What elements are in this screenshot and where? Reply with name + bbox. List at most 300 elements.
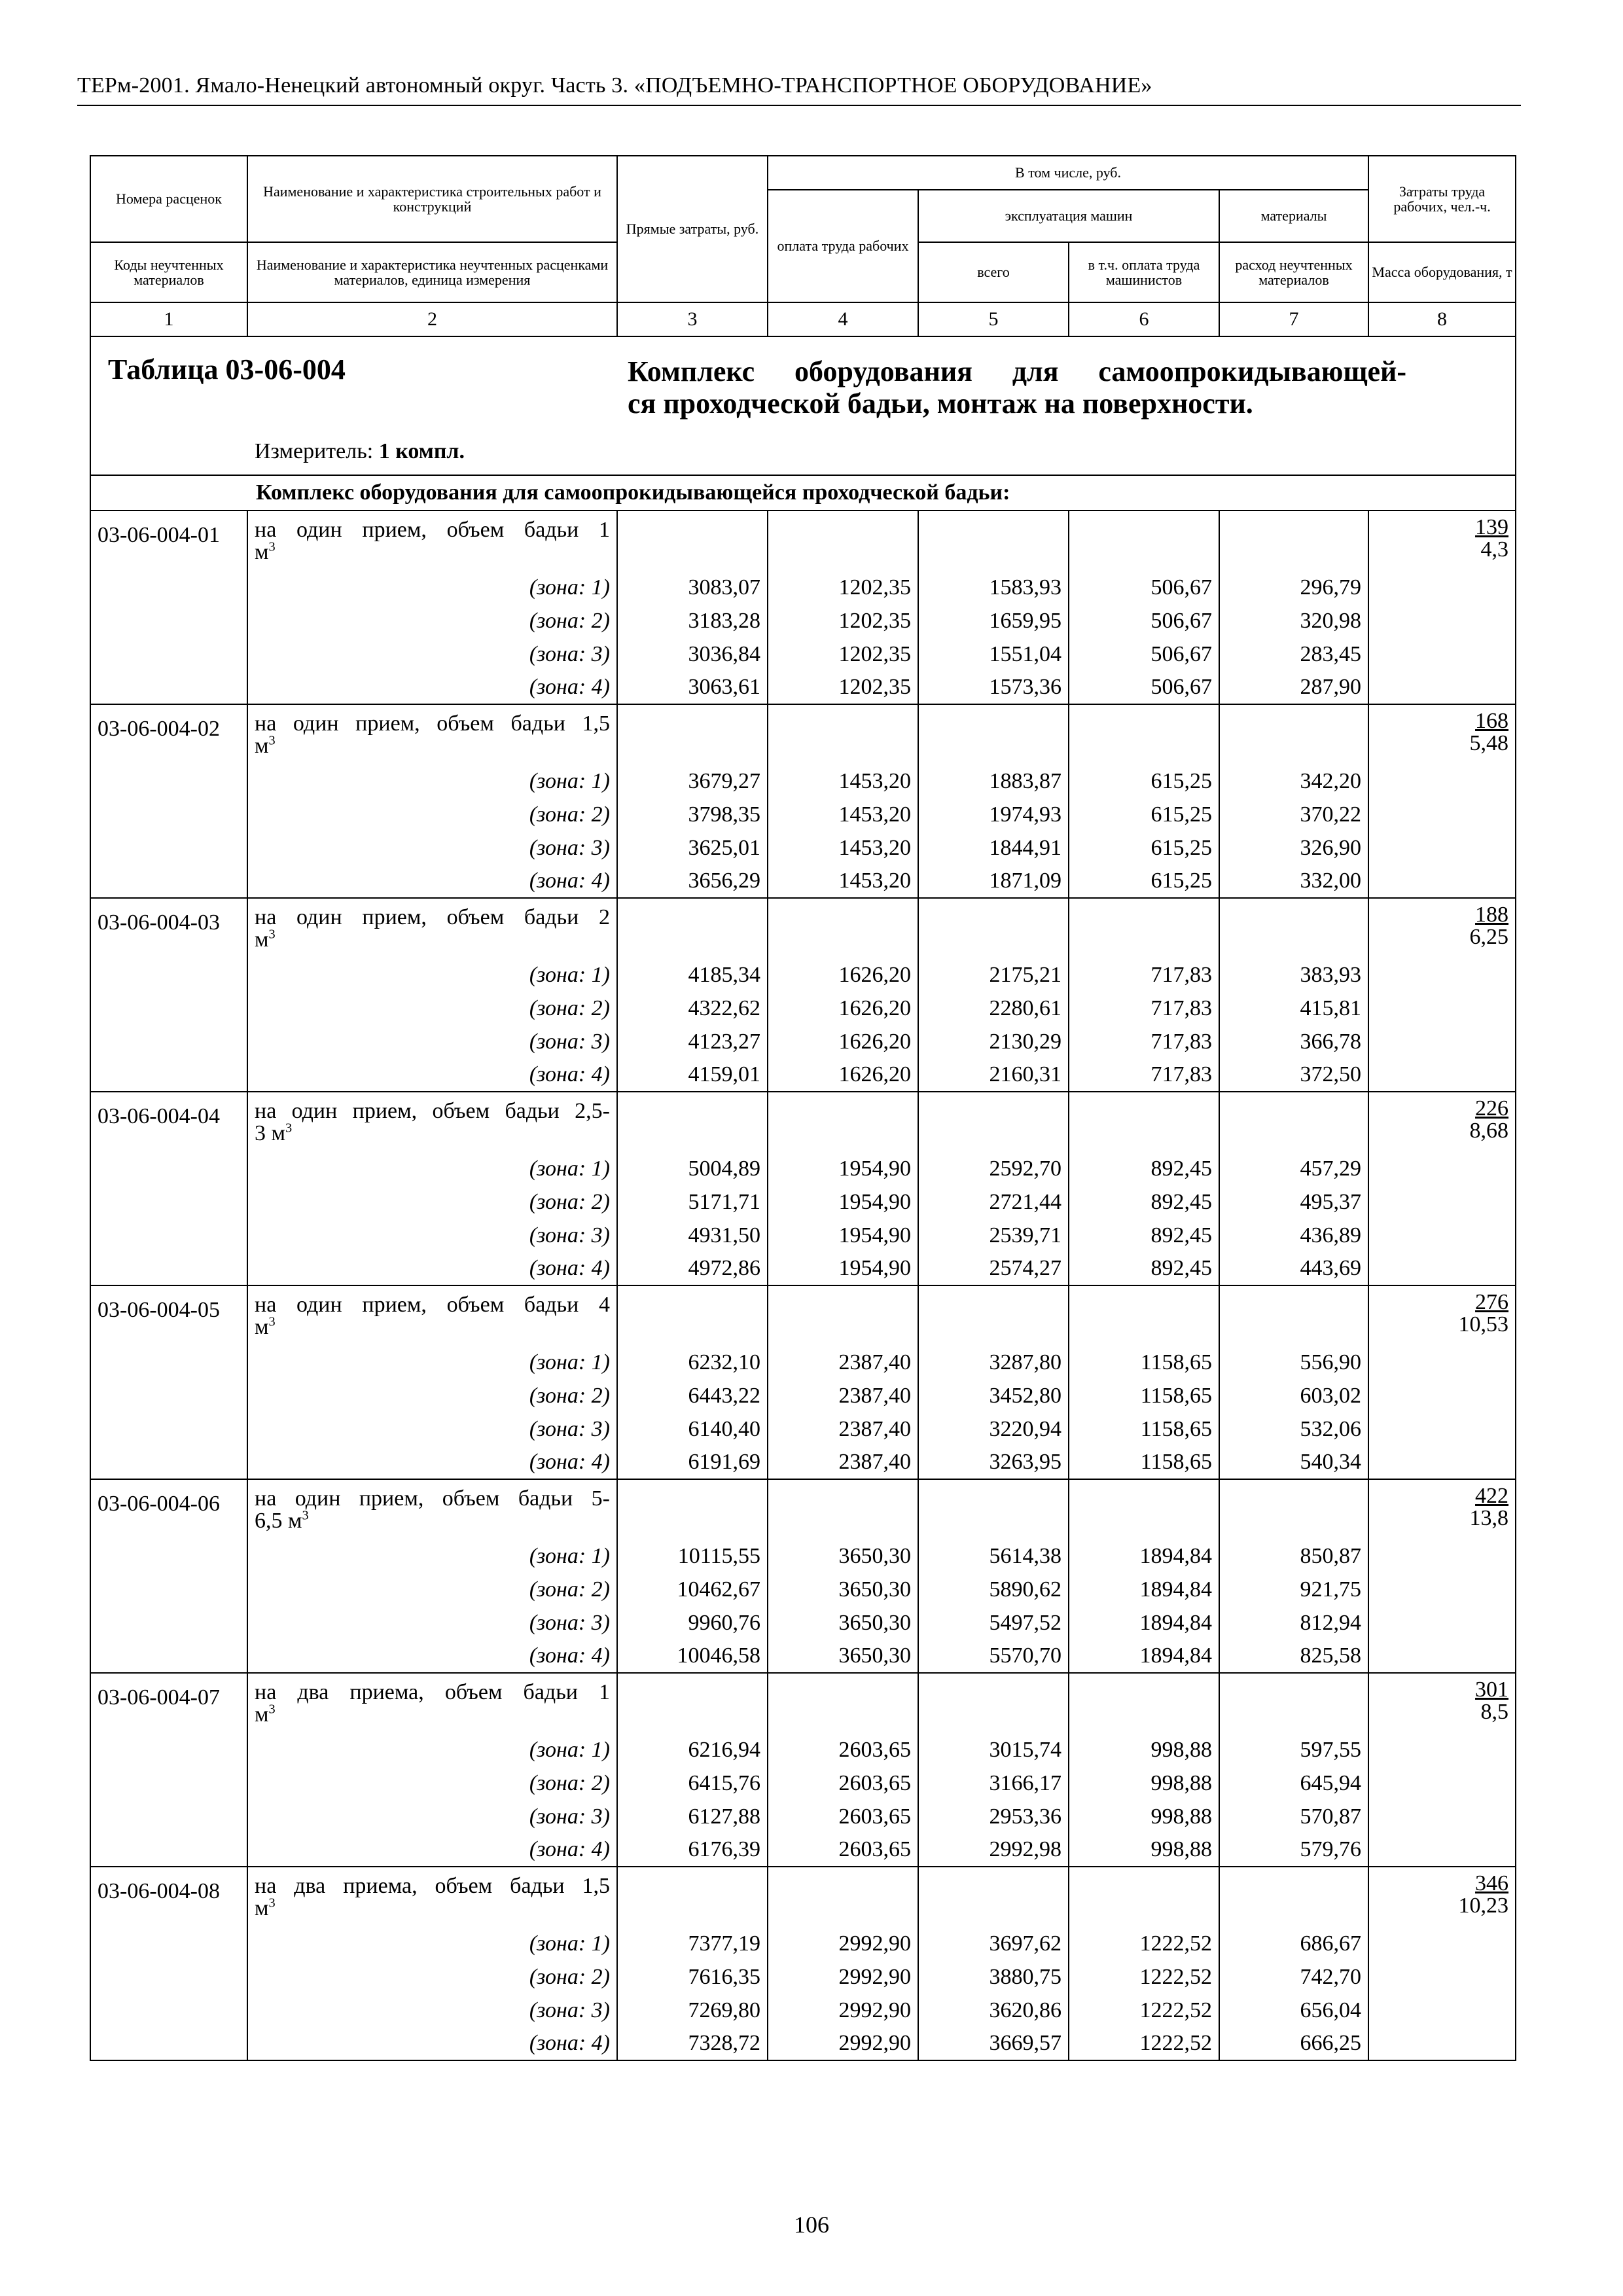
value-machines: 1883,87 xyxy=(918,764,1069,798)
value-materials: 495,37 xyxy=(1219,1185,1368,1219)
empty-cell xyxy=(90,958,247,992)
empty-cell xyxy=(768,1285,918,1346)
zone-label: (зона: 2) xyxy=(247,992,617,1025)
value-operators: 998,88 xyxy=(1069,1733,1219,1767)
empty-cell xyxy=(768,704,918,764)
empty-cell xyxy=(1368,1833,1516,1867)
empty-cell xyxy=(1368,1346,1516,1379)
value-materials: 742,70 xyxy=(1219,1960,1368,1994)
column-number: 5 xyxy=(918,302,1069,336)
value-machines: 2721,44 xyxy=(918,1185,1069,1219)
value-materials: 850,87 xyxy=(1219,1539,1368,1573)
value-operators: 1222,52 xyxy=(1069,2027,1219,2060)
value-operators: 717,83 xyxy=(1069,992,1219,1025)
zone-row xyxy=(90,1640,1516,1673)
empty-cell xyxy=(90,1252,247,1285)
zone-label: (зона: 4) xyxy=(247,1833,617,1867)
value-machines: 2175,21 xyxy=(918,958,1069,992)
value-materials: 326,90 xyxy=(1219,831,1368,865)
value-materials: 296,79 xyxy=(1219,571,1368,604)
empty-cell xyxy=(90,1379,247,1412)
empty-cell xyxy=(918,1479,1069,1539)
column-number: 2 xyxy=(247,302,617,336)
table-name xyxy=(628,355,1406,420)
value-materials: 443,69 xyxy=(1219,1252,1368,1285)
value-operators: 1158,65 xyxy=(1069,1346,1219,1379)
rate-row xyxy=(90,1867,1516,1927)
value-direct: 4931,50 xyxy=(617,1219,768,1252)
value-wages: 2603,65 xyxy=(768,1733,918,1767)
empty-cell xyxy=(617,1285,768,1346)
empty-cell xyxy=(90,1800,247,1833)
header-group: В том числе, руб. xyxy=(768,156,1368,190)
zone-label: (зона: 4) xyxy=(247,1252,617,1285)
header-machines: эксплуатация машин xyxy=(918,190,1219,242)
value-direct: 3656,29 xyxy=(617,865,768,898)
labor-mass-cell xyxy=(1368,1285,1516,1346)
value-operators: 506,67 xyxy=(1069,571,1219,604)
empty-cell xyxy=(617,511,768,571)
rate-code: 03-06-004-01 xyxy=(90,511,247,571)
labor-mass-cell xyxy=(1368,898,1516,958)
header-col6: в т.ч. оплата труда машинистов xyxy=(1069,242,1219,302)
description-line1: на один прием, объем бадьи 2 xyxy=(255,905,610,929)
empty-cell xyxy=(90,671,247,704)
zone-label: (зона: 1) xyxy=(247,571,617,604)
value-machines: 3620,86 xyxy=(918,1994,1069,2027)
description-line2 xyxy=(255,1897,610,1920)
empty-cell xyxy=(1219,1867,1368,1927)
value-operators: 506,67 xyxy=(1069,671,1219,704)
rate-description xyxy=(247,1867,617,1927)
value-wages: 3650,30 xyxy=(768,1640,918,1673)
rate-row xyxy=(90,898,1516,958)
empty-cell xyxy=(90,604,247,637)
labor-cost: 139 xyxy=(1475,515,1509,539)
empty-cell xyxy=(1219,1479,1368,1539)
zone-label: (зона: 1) xyxy=(247,1733,617,1767)
value-materials: 332,00 xyxy=(1219,865,1368,898)
empty-cell xyxy=(918,898,1069,958)
running-header: ТЕРм-2001. Ямало-Ненецкий автономный округ. Часть 3. «ПОДЪЕМНО-ТРАНСПОРТНОЕ ОБОРУДОВАНИЕ» xyxy=(77,73,1152,98)
value-machines: 2539,71 xyxy=(918,1219,1069,1252)
empty-cell xyxy=(1368,1640,1516,1673)
rate-description xyxy=(247,1285,617,1346)
labor-mass-cell xyxy=(1368,1673,1516,1733)
table-name-line1: Комплекс оборудования для самоопрокидывающей- xyxy=(628,355,1406,387)
value-direct: 6140,40 xyxy=(617,1412,768,1446)
empty-cell xyxy=(1368,1152,1516,1185)
value-wages: 2387,40 xyxy=(768,1346,918,1379)
zone-row xyxy=(90,865,1516,898)
zone-row xyxy=(90,764,1516,798)
empty-cell xyxy=(90,1346,247,1379)
value-machines: 3015,74 xyxy=(918,1733,1069,1767)
value-wages: 3650,30 xyxy=(768,1539,918,1573)
empty-cell xyxy=(90,764,247,798)
zone-row xyxy=(90,604,1516,637)
zone-label: (зона: 3) xyxy=(247,1219,617,1252)
description-unit: 6,5 м xyxy=(255,1508,302,1533)
rate-code: 03-06-004-04 xyxy=(90,1092,247,1152)
zone-row xyxy=(90,831,1516,865)
value-direct: 10462,67 xyxy=(617,1573,768,1606)
value-direct: 4123,27 xyxy=(617,1025,768,1058)
description-line2 xyxy=(255,929,610,951)
header-col3: Прямые затраты, руб. xyxy=(617,156,768,302)
rate-code: 03-06-004-02 xyxy=(90,704,247,764)
value-wages: 1954,90 xyxy=(768,1252,918,1285)
value-wages: 1202,35 xyxy=(768,637,918,671)
empty-cell xyxy=(1368,1219,1516,1252)
table-title-row xyxy=(90,336,1516,475)
value-operators: 615,25 xyxy=(1069,798,1219,831)
value-wages: 3650,30 xyxy=(768,1606,918,1640)
header-col8-top: Затраты труда рабочих, чел.-ч. xyxy=(1368,156,1516,242)
value-operators: 1894,84 xyxy=(1069,1606,1219,1640)
header-col1-top: Номера расценок xyxy=(90,156,247,242)
equipment-mass: 4,3 xyxy=(1480,537,1509,562)
value-machines: 2160,31 xyxy=(918,1058,1069,1092)
description-unit: 3 м xyxy=(255,1121,286,1145)
value-operators: 892,45 xyxy=(1069,1152,1219,1185)
zone-label: (зона: 1) xyxy=(247,1927,617,1960)
empty-cell xyxy=(1069,1867,1219,1927)
description-line1: на два приема, объем бадьи 1 xyxy=(255,1679,610,1704)
description-unit-power: 3 xyxy=(268,1314,276,1329)
empty-cell xyxy=(617,1092,768,1152)
value-direct: 4322,62 xyxy=(617,992,768,1025)
rate-description xyxy=(247,704,617,764)
value-direct: 7328,72 xyxy=(617,2027,768,2060)
table-name-line2: ся проходческой бадьи, монтаж на поверхности. xyxy=(628,387,1253,420)
zone-row xyxy=(90,1833,1516,1867)
description-unit-power: 3 xyxy=(268,539,276,554)
value-wages: 2992,90 xyxy=(768,2027,918,2060)
empty-cell xyxy=(1069,1285,1219,1346)
value-machines: 5497,52 xyxy=(918,1606,1069,1640)
empty-cell xyxy=(90,1733,247,1767)
zone-row xyxy=(90,1994,1516,2027)
description-line2 xyxy=(255,541,610,564)
description-line2 xyxy=(255,1316,610,1338)
empty-cell xyxy=(918,1867,1069,1927)
empty-cell xyxy=(1368,865,1516,898)
empty-cell xyxy=(1368,1733,1516,1767)
value-direct: 3798,35 xyxy=(617,798,768,831)
value-operators: 1222,52 xyxy=(1069,1927,1219,1960)
empty-cell xyxy=(1368,764,1516,798)
header-col1-bottom: Коды неучтенных материалов xyxy=(90,242,247,302)
description-unit: м xyxy=(255,539,269,564)
zone-label: (зона: 4) xyxy=(247,2027,617,2060)
measure xyxy=(255,440,465,463)
value-direct: 3083,07 xyxy=(617,571,768,604)
section-title: Комплекс оборудования для самоопрокидывающейся проходческой бадьи: xyxy=(90,475,1516,511)
value-materials: 579,76 xyxy=(1219,1833,1368,1867)
rate-description xyxy=(247,1092,617,1152)
value-operators: 1894,84 xyxy=(1069,1539,1219,1573)
empty-cell xyxy=(768,1092,918,1152)
value-operators: 998,88 xyxy=(1069,1800,1219,1833)
value-direct: 3036,84 xyxy=(617,637,768,671)
rate-row xyxy=(90,1673,1516,1733)
zone-label: (зона: 2) xyxy=(247,604,617,637)
empty-cell xyxy=(1219,898,1368,958)
value-direct: 7616,35 xyxy=(617,1960,768,1994)
zone-row xyxy=(90,1252,1516,1285)
zone-row xyxy=(90,1025,1516,1058)
value-wages: 1453,20 xyxy=(768,865,918,898)
zone-row xyxy=(90,1058,1516,1092)
value-wages: 1954,90 xyxy=(768,1152,918,1185)
empty-cell xyxy=(1069,1673,1219,1733)
empty-cell xyxy=(90,571,247,604)
empty-cell xyxy=(918,1673,1069,1733)
equipment-mass: 8,68 xyxy=(1469,1119,1509,1143)
value-machines: 5890,62 xyxy=(918,1573,1069,1606)
value-machines: 3697,62 xyxy=(918,1927,1069,1960)
zone-row xyxy=(90,671,1516,704)
rate-description xyxy=(247,1479,617,1539)
column-number: 6 xyxy=(1069,302,1219,336)
value-operators: 998,88 xyxy=(1069,1767,1219,1800)
value-operators: 892,45 xyxy=(1069,1219,1219,1252)
value-materials: 532,06 xyxy=(1219,1412,1368,1446)
value-materials: 645,94 xyxy=(1219,1767,1368,1800)
value-direct: 5004,89 xyxy=(617,1152,768,1185)
description-unit-power: 3 xyxy=(268,927,276,942)
zone-row xyxy=(90,2027,1516,2060)
empty-cell xyxy=(918,1285,1069,1346)
labor-cost: 168 xyxy=(1475,709,1509,733)
description-line2 xyxy=(255,735,610,757)
value-operators: 615,25 xyxy=(1069,831,1219,865)
empty-cell xyxy=(1368,1606,1516,1640)
description-line1: на один прием, объем бадьи 4 xyxy=(255,1292,610,1317)
value-machines: 3669,57 xyxy=(918,2027,1069,2060)
empty-cell xyxy=(918,704,1069,764)
empty-cell xyxy=(1368,1927,1516,1960)
empty-cell xyxy=(1368,1025,1516,1058)
value-machines: 1659,95 xyxy=(918,604,1069,637)
zone-row xyxy=(90,1152,1516,1185)
value-direct: 10115,55 xyxy=(617,1539,768,1573)
equipment-mass: 10,53 xyxy=(1458,1312,1509,1336)
value-wages: 1626,20 xyxy=(768,958,918,992)
empty-cell xyxy=(1368,1058,1516,1092)
description-line2 xyxy=(255,1510,610,1532)
rates-table xyxy=(90,155,1516,2061)
empty-cell xyxy=(1069,1479,1219,1539)
value-machines: 2280,61 xyxy=(918,992,1069,1025)
empty-cell xyxy=(90,1927,247,1960)
value-direct: 6443,22 xyxy=(617,1379,768,1412)
value-machines: 3220,94 xyxy=(918,1412,1069,1446)
empty-cell xyxy=(1368,671,1516,704)
rate-code: 03-06-004-03 xyxy=(90,898,247,958)
header-col7: расход неучтенных материалов xyxy=(1219,242,1368,302)
value-wages: 1626,20 xyxy=(768,1058,918,1092)
value-wages: 2992,90 xyxy=(768,1927,918,1960)
labor-mass-cell xyxy=(1368,1092,1516,1152)
header-col4: оплата труда рабочих xyxy=(768,190,918,302)
empty-cell xyxy=(1219,704,1368,764)
rate-code: 03-06-004-08 xyxy=(90,1867,247,1927)
description-line1: на два приема, объем бадьи 1,5 xyxy=(255,1873,610,1898)
zone-label: (зона: 4) xyxy=(247,671,617,704)
value-direct: 6216,94 xyxy=(617,1733,768,1767)
value-wages: 2387,40 xyxy=(768,1412,918,1446)
labor-mass-cell xyxy=(1368,1867,1516,1927)
zone-row xyxy=(90,1800,1516,1833)
zone-row xyxy=(90,1379,1516,1412)
zone-row xyxy=(90,1960,1516,1994)
empty-cell xyxy=(1368,1185,1516,1219)
value-materials: 415,81 xyxy=(1219,992,1368,1025)
rate-code: 03-06-004-05 xyxy=(90,1285,247,1346)
value-direct: 3183,28 xyxy=(617,604,768,637)
empty-cell xyxy=(768,898,918,958)
equipment-mass: 8,5 xyxy=(1480,1700,1509,1724)
zone-label: (зона: 2) xyxy=(247,1573,617,1606)
zone-row xyxy=(90,1185,1516,1219)
description-unit-power: 3 xyxy=(268,1895,276,1910)
rate-row xyxy=(90,1479,1516,1539)
value-wages: 2603,65 xyxy=(768,1767,918,1800)
empty-cell xyxy=(90,1573,247,1606)
empty-cell xyxy=(90,1539,247,1573)
value-wages: 1453,20 xyxy=(768,831,918,865)
value-materials: 372,50 xyxy=(1219,1058,1368,1092)
value-wages: 1202,35 xyxy=(768,671,918,704)
value-direct: 4972,86 xyxy=(617,1252,768,1285)
labor-cost: 276 xyxy=(1475,1290,1509,1314)
empty-cell xyxy=(1069,704,1219,764)
empty-cell xyxy=(1368,637,1516,671)
value-operators: 717,83 xyxy=(1069,958,1219,992)
value-machines: 1551,04 xyxy=(918,637,1069,671)
empty-cell xyxy=(768,1673,918,1733)
empty-cell xyxy=(90,1767,247,1800)
value-materials: 540,34 xyxy=(1219,1446,1368,1479)
empty-cell xyxy=(90,1446,247,1479)
zone-label: (зона: 3) xyxy=(247,637,617,671)
empty-cell xyxy=(1368,831,1516,865)
value-materials: 366,78 xyxy=(1219,1025,1368,1058)
value-operators: 506,67 xyxy=(1069,637,1219,671)
value-direct: 3063,61 xyxy=(617,671,768,704)
measure-value: 1 компл. xyxy=(378,439,465,463)
value-materials: 686,67 xyxy=(1219,1927,1368,1960)
value-materials: 457,29 xyxy=(1219,1152,1368,1185)
value-wages: 2387,40 xyxy=(768,1446,918,1479)
description-line1: на один прием, объем бадьи 1 xyxy=(255,517,610,542)
zone-row xyxy=(90,992,1516,1025)
value-operators: 1158,65 xyxy=(1069,1446,1219,1479)
value-machines: 3263,95 xyxy=(918,1446,1069,1479)
labor-mass-cell xyxy=(1368,1479,1516,1539)
page-number: 106 xyxy=(794,2212,829,2238)
zone-label: (зона: 2) xyxy=(247,798,617,831)
value-materials: 283,45 xyxy=(1219,637,1368,671)
value-direct: 3679,27 xyxy=(617,764,768,798)
value-machines: 2953,36 xyxy=(918,1800,1069,1833)
zone-row xyxy=(90,1606,1516,1640)
equipment-mass: 6,25 xyxy=(1469,925,1509,949)
rate-description xyxy=(247,898,617,958)
value-machines: 1871,09 xyxy=(918,865,1069,898)
description-line2 xyxy=(255,1122,610,1145)
labor-cost: 422 xyxy=(1475,1484,1509,1508)
value-machines: 1583,93 xyxy=(918,571,1069,604)
value-wages: 1954,90 xyxy=(768,1185,918,1219)
empty-cell xyxy=(768,1479,918,1539)
empty-cell xyxy=(1219,1285,1368,1346)
zone-row xyxy=(90,571,1516,604)
column-number: 4 xyxy=(768,302,918,336)
description-unit: м xyxy=(255,1702,269,1727)
empty-cell xyxy=(1368,1412,1516,1446)
empty-cell xyxy=(617,704,768,764)
labor-cost: 301 xyxy=(1475,1677,1509,1702)
value-operators: 615,25 xyxy=(1069,865,1219,898)
header-col2-top: Наименование и характеристика строительных работ и конструкций xyxy=(247,156,617,242)
labor-cost: 226 xyxy=(1475,1096,1509,1121)
value-wages: 3650,30 xyxy=(768,1573,918,1606)
empty-cell xyxy=(1368,1539,1516,1573)
empty-cell xyxy=(90,1025,247,1058)
value-direct: 10046,58 xyxy=(617,1640,768,1673)
empty-cell xyxy=(1368,571,1516,604)
empty-cell xyxy=(90,1640,247,1673)
value-wages: 1453,20 xyxy=(768,764,918,798)
zone-row xyxy=(90,798,1516,831)
column-number: 3 xyxy=(617,302,768,336)
empty-cell xyxy=(1219,511,1368,571)
empty-cell xyxy=(1368,604,1516,637)
value-direct: 6415,76 xyxy=(617,1767,768,1800)
zone-label: (зона: 3) xyxy=(247,831,617,865)
value-wages: 1453,20 xyxy=(768,798,918,831)
value-wages: 2603,65 xyxy=(768,1800,918,1833)
value-direct: 3625,01 xyxy=(617,831,768,865)
value-direct: 7269,80 xyxy=(617,1994,768,2027)
empty-cell xyxy=(90,1606,247,1640)
value-machines: 2574,27 xyxy=(918,1252,1069,1285)
empty-cell xyxy=(1368,1767,1516,1800)
value-materials: 656,04 xyxy=(1219,1994,1368,2027)
zone-label: (зона: 2) xyxy=(247,1379,617,1412)
value-materials: 287,90 xyxy=(1219,671,1368,704)
value-machines: 3287,80 xyxy=(918,1346,1069,1379)
value-machines: 5614,38 xyxy=(918,1539,1069,1573)
header-col5: всего xyxy=(918,242,1069,302)
value-wages: 1626,20 xyxy=(768,992,918,1025)
zone-row xyxy=(90,1733,1516,1767)
description-unit: м xyxy=(255,1895,269,1920)
value-operators: 1158,65 xyxy=(1069,1412,1219,1446)
description-unit: м xyxy=(255,1314,269,1339)
value-wages: 2387,40 xyxy=(768,1379,918,1412)
zone-label: (зона: 4) xyxy=(247,1058,617,1092)
zone-label: (зона: 1) xyxy=(247,1539,617,1573)
zone-label: (зона: 2) xyxy=(247,1960,617,1994)
description-unit-power: 3 xyxy=(268,1702,276,1717)
value-direct: 9960,76 xyxy=(617,1606,768,1640)
empty-cell xyxy=(90,831,247,865)
zone-label: (зона: 4) xyxy=(247,865,617,898)
